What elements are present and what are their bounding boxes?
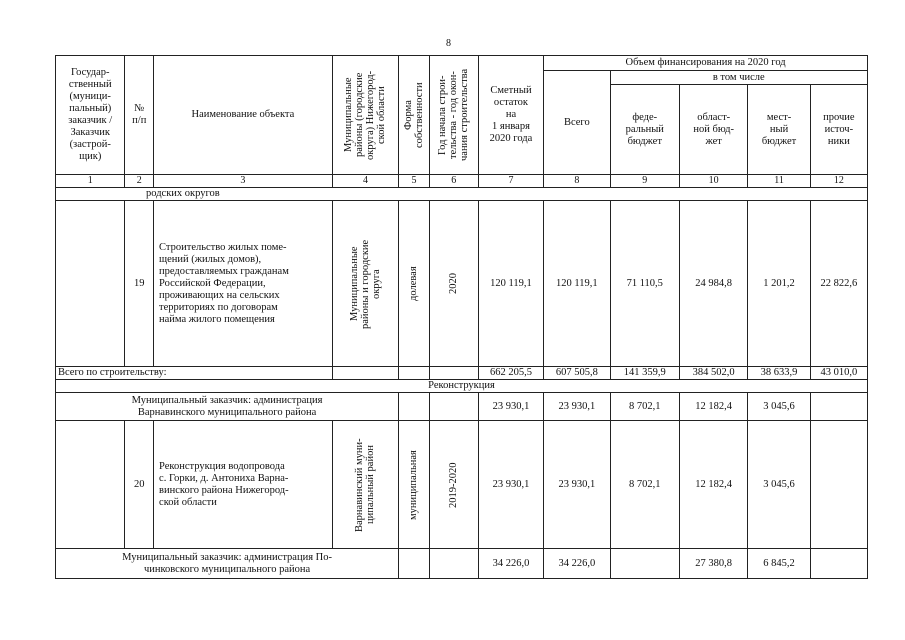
municipality: Муниципальные районы и городские округа bbox=[332, 201, 398, 367]
header-federal: феде- ральный бюджет bbox=[610, 85, 679, 175]
federal-value: 8 702,1 bbox=[610, 421, 679, 549]
balance-value: 23 930,1 bbox=[478, 421, 543, 549]
federal-value: 141 359,9 bbox=[610, 367, 679, 380]
local-value: 3 045,6 bbox=[748, 393, 810, 421]
header-financing: Объем финансирования на 2020 год bbox=[544, 56, 868, 71]
continuation-row bbox=[56, 188, 868, 201]
row-number: 19 bbox=[125, 201, 154, 367]
balance-value: 662 205,5 bbox=[478, 367, 543, 380]
column-number: 12 bbox=[810, 175, 867, 188]
column-number: 11 bbox=[748, 175, 810, 188]
total-value: 23 930,1 bbox=[544, 393, 610, 421]
header-other: прочие источ- ники bbox=[810, 85, 867, 175]
regional-value: 384 502,0 bbox=[679, 367, 747, 380]
header-ownership: Форма собственности bbox=[399, 56, 430, 175]
ownership-form: долевая bbox=[399, 201, 430, 367]
page-number: 8 bbox=[446, 38, 451, 49]
balance-value: 34 226,0 bbox=[478, 549, 543, 579]
header-number: № п/п bbox=[125, 56, 154, 175]
header-years: Год начала строи- тельства - год окон- чания строительства bbox=[429, 56, 478, 175]
regional-value: 27 380,8 bbox=[679, 549, 747, 579]
row-number: 20 bbox=[125, 421, 154, 549]
column-number: 8 bbox=[544, 175, 610, 188]
total-construction-row bbox=[56, 367, 868, 380]
header-municipality: Муниципальные районы (городские округа) Нижегород- ской области bbox=[332, 56, 398, 175]
customer-row bbox=[56, 549, 868, 579]
municipality: Варнавинский муни- ципальный район bbox=[332, 421, 398, 549]
header-customer: Государ- ственный (муници- пальный) заказчик / Заказчик (застрой- щик) bbox=[56, 56, 125, 175]
column-number: 4 bbox=[332, 175, 398, 188]
object-name: Строительство жилых поме- щений (жилых домов), предоставляемых гражданам Российской Федерации, проживающих на сельских территориях по договорам найма жилого помещения bbox=[154, 201, 333, 367]
column-number: 7 bbox=[478, 175, 543, 188]
header-balance: Сметный остаток на 1 января 2020 года bbox=[478, 56, 543, 175]
regional-value: 24 984,8 bbox=[679, 201, 747, 367]
local-value: 3 045,6 bbox=[748, 421, 810, 549]
federal-value: 8 702,1 bbox=[610, 393, 679, 421]
customer-label: Муниципальный заказчик: администрация По- чинковского муниципального района bbox=[56, 549, 399, 579]
total-value: 607 505,8 bbox=[544, 367, 610, 380]
ownership-form: муниципальная bbox=[399, 421, 430, 549]
customer-label: Муниципальный заказчик: администрация Варнавинского муниципального района bbox=[56, 393, 399, 421]
construction-years: 2019-2020 bbox=[429, 421, 478, 549]
other-value: 22 822,6 bbox=[810, 201, 867, 367]
continuation-label: родских округов bbox=[56, 188, 868, 201]
federal-value: 71 110,5 bbox=[610, 201, 679, 367]
local-value: 1 201,2 bbox=[748, 201, 810, 367]
table-row bbox=[56, 201, 868, 367]
section-title: Реконструкция bbox=[56, 380, 868, 393]
regional-value: 12 182,4 bbox=[679, 393, 747, 421]
financing-table bbox=[55, 55, 868, 579]
regional-value: 12 182,4 bbox=[679, 421, 747, 549]
header-total: Всего bbox=[544, 71, 610, 175]
local-value: 38 633,9 bbox=[748, 367, 810, 380]
section-row bbox=[56, 380, 868, 393]
header-local: мест- ный бюджет bbox=[748, 85, 810, 175]
column-number: 1 bbox=[56, 175, 125, 188]
total-construction-label: Всего по строительству: bbox=[56, 367, 333, 380]
column-number: 3 bbox=[154, 175, 333, 188]
column-number: 6 bbox=[429, 175, 478, 188]
total-value: 34 226,0 bbox=[544, 549, 610, 579]
total-value: 120 119,1 bbox=[544, 201, 610, 367]
column-number: 9 bbox=[610, 175, 679, 188]
column-numbers-row bbox=[56, 175, 868, 188]
header-including: в том числе bbox=[610, 71, 867, 85]
balance-value: 23 930,1 bbox=[478, 393, 543, 421]
column-number: 2 bbox=[125, 175, 154, 188]
header-regional: област- ной бюд- жет bbox=[679, 85, 747, 175]
local-value: 6 845,2 bbox=[748, 549, 810, 579]
other-value: 43 010,0 bbox=[810, 367, 867, 380]
header-object-name: Наименование объекта bbox=[154, 56, 333, 175]
column-number: 5 bbox=[399, 175, 430, 188]
balance-value: 120 119,1 bbox=[478, 201, 543, 367]
object-name: Реконструкция водопровода с. Горки, д. Антониха Варна- винского района Нижегород- ской области bbox=[154, 421, 333, 549]
construction-years: 2020 bbox=[429, 201, 478, 367]
column-number: 10 bbox=[679, 175, 747, 188]
total-value: 23 930,1 bbox=[544, 421, 610, 549]
customer-row bbox=[56, 393, 868, 421]
table-row bbox=[56, 421, 868, 549]
